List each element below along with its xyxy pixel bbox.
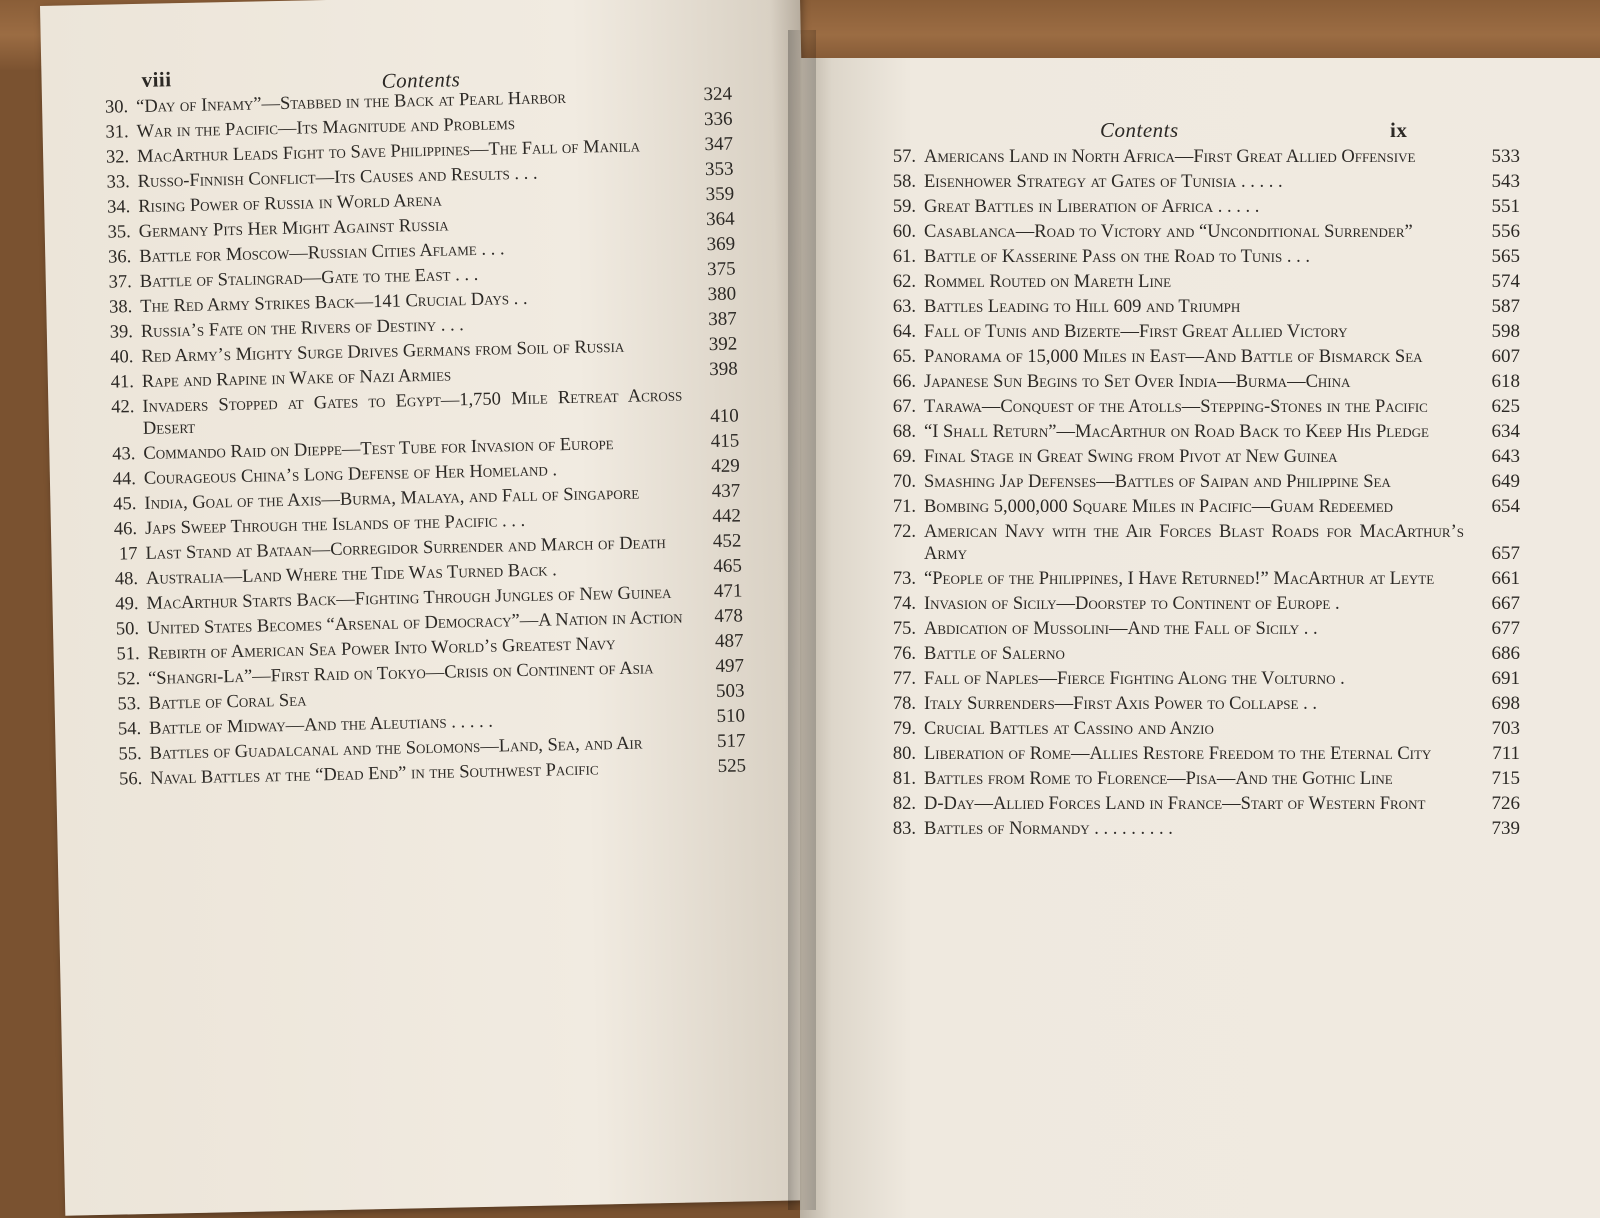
right-contents-list (880, 146, 1520, 843)
entry-number: 62. (892, 272, 916, 292)
entry-page: 437 (711, 480, 741, 503)
toc-entry (880, 743, 1520, 765)
toc-entry (880, 446, 1520, 468)
entry-number: 78. (892, 694, 916, 714)
entry-title: The Red Army Strikes Back—141 Crucial Days . . (140, 288, 528, 317)
entry-title: Eisenhower Strategy at Gates of Tunisia . . . . . (924, 172, 1283, 192)
toc-entry (880, 246, 1520, 268)
entry-page: 336 (703, 108, 733, 131)
entry-page: 698 (1491, 693, 1520, 714)
entry-title: Invasion of Sicily—Doorstep to Continent of Europe . (924, 594, 1340, 614)
entry-number: 49. (115, 594, 139, 615)
entry-number: 63. (892, 297, 916, 317)
entry-number: 35. (107, 222, 131, 243)
entry-number: 52. (116, 669, 141, 690)
entry-page: 667 (1491, 593, 1520, 614)
entry-page: 587 (1491, 296, 1520, 317)
entry-page: 551 (1491, 196, 1520, 217)
toc-entry (880, 371, 1520, 393)
entry-page: 392 (708, 333, 738, 356)
entry-page: 387 (707, 308, 737, 331)
toc-entry (880, 693, 1520, 715)
entry-number: 38. (108, 297, 133, 318)
entry-number: 68. (892, 422, 916, 442)
entry-title: Battle of Midway—And the Aleutians . . . . . (148, 711, 494, 739)
entry-page: 517 (716, 730, 746, 752)
entry-page: 452 (712, 530, 742, 553)
entry-number: 61. (892, 247, 916, 267)
entry-page: 654 (1491, 496, 1520, 517)
entry-page: 429 (711, 455, 741, 478)
entry-page: 398 (709, 358, 738, 381)
entry-title: MacArthur Leads Fight to Save Philippines—The Fall of Manila (136, 136, 641, 167)
entry-title: Smashing Jap Defenses—Battles of Saipan and Philippine Sea (924, 472, 1391, 492)
entry-title: Battle for Moscow—Russian Cities Aflame . . . (139, 239, 505, 267)
entry-page: 543 (1491, 171, 1520, 192)
toc-entry (880, 471, 1520, 493)
entry-title: Battles from Rome to Florence—Pisa—And the Gothic Line (924, 769, 1393, 789)
entry-title: Final Stage in Great Swing from Pivot at New Guinea (924, 447, 1338, 467)
entry-number: 83. (892, 819, 916, 839)
entry-number: 40. (110, 347, 134, 368)
entry-page: 347 (704, 133, 734, 156)
entry-page: 657 (1491, 543, 1520, 564)
entry-page: 726 (1491, 793, 1520, 814)
left-page-title: Contents (381, 67, 461, 93)
entry-number: 70. (892, 472, 916, 492)
entry-page: 487 (714, 630, 744, 653)
entry-title: Italy Surrenders—First Axis Power to Collapse . . (924, 694, 1317, 714)
entry-number: 33. (106, 172, 130, 193)
entry-page: 503 (715, 680, 745, 702)
entry-title: D-Day—Allied Forces Land in France—Start of Western Front (924, 794, 1426, 814)
toc-entry (880, 618, 1520, 640)
entry-number: 34. (106, 197, 131, 218)
entry-page: 359 (705, 183, 735, 206)
entry-page: 703 (1491, 718, 1520, 739)
left-page-number: viii (141, 67, 172, 92)
toc-entry (880, 768, 1520, 790)
entry-number: 73. (892, 569, 916, 589)
entry-number: 58. (892, 172, 916, 192)
entry-number: 81. (892, 769, 916, 789)
entry-page: 598 (1491, 321, 1520, 342)
entry-page: 478 (714, 605, 744, 628)
entry-page: 324 (703, 83, 733, 106)
left-page-header (141, 67, 461, 93)
entry-title: Battle of Kasserine Pass on the Road to Tunis . . . (924, 247, 1310, 267)
entry-title: United States Becomes “Arsenal of Democracy”—A Nation in Action (146, 607, 683, 639)
entry-title: Germany Pits Her Might Against Russia (138, 215, 449, 242)
entry-number: 71. (892, 497, 916, 517)
entry-page: 364 (705, 208, 735, 231)
entry-title: Battles of Guadalcanal and the Solomons—Land, Sea, and Air (149, 733, 643, 764)
entry-number: 54. (117, 719, 142, 740)
right-page-number: ix (1390, 118, 1408, 142)
entry-number: 45. (113, 494, 137, 515)
toc-entry (880, 496, 1520, 518)
entry-title: MacArthur Starts Back—Fighting Through Jungles of New Guinea (146, 582, 672, 614)
entry-number: 60. (892, 222, 916, 242)
entry-page: 410 (710, 405, 739, 428)
entry-title: Crucial Battles at Cassino and Anzio (924, 719, 1214, 739)
entry-page: 739 (1491, 818, 1520, 839)
entry-title: Battle of Coral Sea (148, 690, 307, 714)
entry-number: 44. (112, 469, 137, 490)
entry-page: 556 (1491, 221, 1520, 242)
toc-entry (880, 221, 1520, 243)
entry-page: 510 (716, 705, 746, 727)
toc-entry (880, 818, 1520, 840)
toc-entry (880, 346, 1520, 368)
toc-entry (880, 593, 1520, 615)
entry-number: 57. (892, 147, 916, 167)
entry-page: 353 (704, 158, 734, 181)
entry-title: War in the Pacific—Its Magnitude and Problems (136, 114, 516, 143)
entry-number: 42. (111, 397, 135, 418)
entry-page: 369 (706, 233, 736, 256)
entry-number: 72. (892, 522, 916, 542)
entry-page: 677 (1491, 618, 1520, 639)
entry-title: Battles of Normandy . . . . . . . . . (924, 819, 1173, 839)
entry-title: American Navy with the Air Forces Blast Roads for MacArthur’s Army (924, 522, 1464, 564)
toc-entry (880, 396, 1520, 418)
entry-page: 574 (1491, 271, 1520, 292)
entry-title: “Day of Infamy”—Stabbed in the Back at Pearl Harbor (135, 88, 567, 118)
toc-entry (880, 171, 1520, 193)
entry-page: 375 (706, 258, 736, 281)
entry-page: 415 (710, 430, 740, 453)
toc-entry (880, 668, 1520, 690)
entry-page: 565 (1491, 246, 1520, 267)
entry-number: 50. (115, 619, 140, 640)
entry-page: 649 (1491, 471, 1520, 492)
toc-entry (880, 643, 1520, 665)
entry-title: Japanese Sun Begins to Set Over India—Burma—China (924, 372, 1351, 392)
entry-title: Fall of Tunis and Bizerte—First Great Allied Victory (924, 322, 1348, 342)
entry-page: 715 (1491, 768, 1520, 789)
entry-title: India, Goal of the Axis—Burma, Malaya, and Fall of Singapore (144, 483, 640, 514)
entry-title: Battles Leading to Hill 609 and Triumph (924, 297, 1241, 317)
toc-entry (880, 793, 1520, 815)
entry-number: 82. (892, 794, 916, 814)
toc-entry (880, 718, 1520, 740)
entry-number: 41. (110, 372, 135, 393)
entry-page: 442 (712, 505, 742, 528)
entry-page: 465 (713, 555, 743, 578)
right-page (800, 58, 1600, 1218)
entry-page: 618 (1491, 371, 1520, 392)
entry-page: 471 (713, 580, 743, 603)
book-gutter (788, 30, 816, 1210)
entry-title: Battle of Stalingrad—Gate to the East . . . (139, 264, 479, 292)
entry-title: Rommel Routed on Mareth Line (924, 272, 1172, 292)
entry-page: 686 (1491, 643, 1520, 664)
entry-title: Liberation of Rome—Allies Restore Freedom to the Eternal City (924, 744, 1432, 764)
entry-number: 65. (892, 347, 916, 367)
entry-number: 31. (105, 122, 129, 143)
entry-title: Commando Raid on Dieppe—Test Tube for Invasion of Europe (143, 434, 614, 464)
entry-number: 77. (892, 669, 916, 689)
entry-number: 53. (117, 694, 141, 715)
entry-page: 643 (1491, 446, 1520, 467)
entry-number: 67. (892, 397, 916, 417)
entry-title: Casablanca—Road to Victory and “Unconditional Surrender” (924, 222, 1413, 242)
toc-entry (880, 146, 1520, 168)
entry-title: Russia’s Fate on the Rivers of Destiny . . . (140, 315, 465, 342)
entry-page: 380 (707, 283, 737, 306)
entry-title: Americans Land in North Africa—First Great Allied Offensive (924, 147, 1416, 167)
toc-entry (880, 568, 1520, 590)
entry-number: 37. (108, 272, 133, 293)
entry-number: 56. (118, 769, 143, 790)
entry-page: 607 (1491, 346, 1520, 367)
entry-page: 634 (1491, 421, 1520, 442)
entry-number: 74. (892, 594, 916, 614)
entry-title: Australia—Land Where the Tide Was Turned Back . (145, 560, 557, 589)
entry-number: 55. (118, 744, 142, 765)
entry-title: Rebirth of American Sea Power Into World’s Greatest Navy (147, 634, 616, 664)
entry-number: 39. (109, 322, 134, 343)
entry-title: Great Battles in Liberation of Africa . . . . . (924, 197, 1260, 217)
entry-title: Rising Power of Russia in World Arena (138, 190, 443, 217)
entry-title: Naval Battles at the “Dead End” in the Southwest Pacific (150, 759, 599, 789)
toc-entry (880, 271, 1520, 293)
entry-title: Abdication of Mussolini—And the Fall of Sicily . . (924, 619, 1318, 639)
entry-number: 46. (113, 519, 138, 540)
entry-title: Tarawa—Conquest of the Atolls—Stepping-Stones in the Pacific (924, 397, 1428, 417)
left-contents-list (92, 84, 746, 794)
entry-number: 79. (892, 719, 916, 739)
entry-number: 51. (116, 644, 140, 665)
entry-page: 661 (1491, 568, 1520, 589)
entry-title: “People of the Philippines, I Have Returned!” MacArthur at Leyte (924, 569, 1435, 589)
entry-number: 64. (892, 322, 916, 342)
toc-entry (880, 421, 1520, 443)
entry-title: Last Stand at Bataan—Corregidor Surrender and March of Death (145, 533, 666, 564)
entry-number: 30. (104, 97, 129, 118)
toc-entry (880, 296, 1520, 318)
entry-page: 525 (717, 755, 747, 777)
entry-title: Rape and Rapine in Wake of Nazi Armies (141, 365, 452, 392)
entry-title: Japs Sweep Through the Islands of the Pacific . . . (144, 510, 526, 539)
entry-number: 36. (107, 247, 132, 268)
entry-title: Red Army’s Mighty Surge Drives Germans from Soil of Russia (141, 336, 625, 367)
entry-number: 17 (118, 544, 138, 565)
entry-page: 711 (1492, 743, 1520, 764)
entry-number: 69. (892, 447, 916, 467)
entry-title: Fall of Naples—Fierce Fighting Along the Volturno . (924, 669, 1345, 689)
entry-number: 59. (892, 197, 916, 217)
entry-title: Battle of Salerno (924, 644, 1065, 664)
toc-entry (880, 196, 1520, 218)
entry-number: 48. (114, 569, 139, 590)
entry-number: 76. (892, 644, 916, 664)
entry-title: Russo-Finnish Conflict—Its Causes and Results . . . (137, 163, 538, 192)
entry-page: 691 (1491, 668, 1520, 689)
entry-title: Courageous China’s Long Defense of Her Homeland . (143, 460, 558, 489)
entry-number: 43. (112, 444, 136, 465)
entry-page: 533 (1491, 146, 1520, 167)
entry-title: Invaders Stopped at Gates to Egypt—1,750 Mile Retreat Across Desert (142, 385, 683, 439)
entry-number: 80. (892, 744, 916, 764)
left-page (40, 0, 825, 1216)
entry-title: “I Shall Return”—MacArthur on Road Back to Keep His Pledge (924, 422, 1429, 442)
right-page-title: Contents (1100, 118, 1179, 142)
toc-entry (880, 321, 1520, 343)
entry-number: 75. (892, 619, 916, 639)
entry-number: 32. (105, 147, 130, 168)
entry-number: 66. (892, 372, 916, 392)
entry-title: Panorama of 15,000 Miles in East—And Battle of Bismarck Sea (924, 347, 1423, 367)
entry-title: Bombing 5,000,000 Square Miles in Pacific—Guam Redeemed (924, 497, 1394, 517)
entry-page: 497 (715, 655, 745, 677)
toc-entry (880, 521, 1520, 565)
entry-page: 625 (1491, 396, 1520, 417)
entry-title: “Shangri-La”—First Raid on Tokyo—Crisis on Continent of Asia (147, 658, 654, 689)
